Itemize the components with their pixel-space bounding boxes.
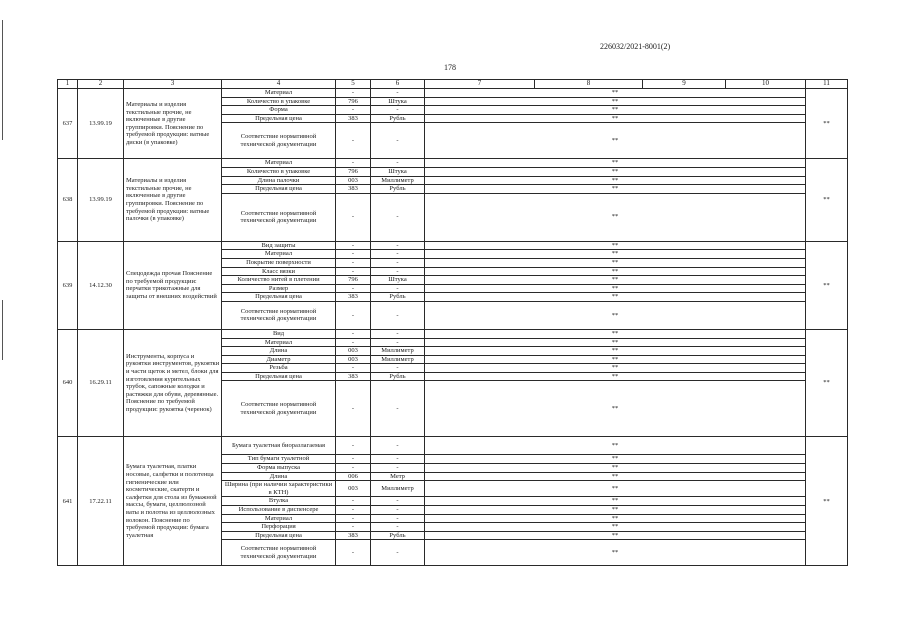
characteristic-value: ** (425, 338, 806, 347)
column-number-header: 10 (726, 80, 806, 89)
characteristic-name: Соответствие нормативной технической документации (222, 381, 336, 437)
characteristic-name: Форма (222, 106, 336, 115)
okei-code: - (336, 106, 371, 115)
characteristic-value: ** (425, 497, 806, 506)
item-number: 639 (58, 241, 78, 329)
characteristic-value: ** (425, 514, 806, 523)
okei-code: 003 (336, 481, 371, 497)
okei-code: - (336, 123, 371, 159)
unit-name: - (371, 455, 425, 464)
unit-name: - (371, 437, 425, 455)
unit-name: - (371, 381, 425, 437)
column-number-header: 5 (336, 80, 371, 89)
unit-name: Миллиметр (371, 347, 425, 356)
characteristic-value: ** (425, 276, 806, 285)
table-row (58, 159, 848, 168)
characteristic-name: Соответствие нормативной технической документации (222, 123, 336, 159)
characteristic-name: Материал (222, 338, 336, 347)
okei-code: - (336, 455, 371, 464)
item-number: 641 (58, 437, 78, 566)
table-row (58, 437, 848, 455)
item-number: 640 (58, 329, 78, 437)
characteristic-value: ** (425, 176, 806, 185)
unit-name: Метр (371, 472, 425, 481)
okei-code: - (336, 381, 371, 437)
characteristic-value: ** (425, 114, 806, 123)
column-number-header: 4 (222, 80, 336, 89)
characteristic-value: ** (425, 123, 806, 159)
characteristic-name: Класс вязки (222, 267, 336, 276)
document-number: 226032/2021-8001(2) (600, 42, 671, 51)
unit-name: - (371, 241, 425, 250)
unit-name: - (371, 250, 425, 259)
okei-code: - (336, 514, 371, 523)
okpd2-code: 17.22.11 (78, 437, 124, 566)
unit-name: - (371, 123, 425, 159)
unit-name: Штука (371, 276, 425, 285)
column-11-value: ** (806, 241, 848, 329)
item-number: 638 (58, 159, 78, 241)
characteristic-value: ** (425, 301, 806, 329)
characteristic-value: ** (425, 97, 806, 106)
okei-code: 383 (336, 531, 371, 540)
unit-name: - (371, 338, 425, 347)
column-number-header: 11 (806, 80, 848, 89)
unit-name: Штука (371, 167, 425, 176)
column-number-header: 6 (371, 80, 425, 89)
characteristic-value: ** (425, 540, 806, 566)
characteristic-value: ** (425, 347, 806, 356)
characteristic-name: Количество в упаковке (222, 97, 336, 106)
okei-code: - (336, 284, 371, 293)
okei-code: - (336, 301, 371, 329)
characteristic-name: Вид защиты (222, 241, 336, 250)
okei-code: - (336, 540, 371, 566)
characteristic-value: ** (425, 523, 806, 532)
column-number-header: 1 (58, 80, 78, 89)
unit-name: Миллиметр (371, 481, 425, 497)
okei-code: 003 (336, 355, 371, 364)
unit-name: Рубль (371, 293, 425, 302)
unit-name: - (371, 106, 425, 115)
characteristic-name: Предельная цена (222, 185, 336, 194)
table-row (58, 89, 848, 98)
unit-name: Рубль (371, 185, 425, 194)
characteristic-name: Резьба (222, 364, 336, 373)
characteristic-name: Ширина (при наличии характеристики в КТН) (222, 481, 336, 497)
unit-name: - (371, 329, 425, 338)
page-number: 178 (444, 63, 456, 72)
unit-name: Рубль (371, 114, 425, 123)
unit-name: - (371, 267, 425, 276)
characteristic-name: Материал (222, 250, 336, 259)
characteristic-value: ** (425, 364, 806, 373)
characteristic-value: ** (425, 167, 806, 176)
okei-code: - (336, 338, 371, 347)
characteristic-name: Диаметр (222, 355, 336, 364)
characteristic-value: ** (425, 159, 806, 168)
unit-name: - (371, 497, 425, 506)
characteristic-value: ** (425, 464, 806, 473)
unit-name: - (371, 284, 425, 293)
unit-name: Рубль (371, 531, 425, 540)
unit-name: - (371, 523, 425, 532)
characteristic-value: ** (425, 506, 806, 515)
characteristic-value: ** (425, 455, 806, 464)
okei-code: 383 (336, 185, 371, 194)
okei-code: - (336, 506, 371, 515)
column-number-header: 7 (425, 80, 535, 89)
unit-name: - (371, 301, 425, 329)
characteristic-value: ** (425, 381, 806, 437)
unit-name: - (371, 514, 425, 523)
product-name: Инструменты, корпуса и рукоятки инструментов, рукоятки и части щеток и метел, блоки для изготовления курительных трубок, сапожные колодки и растяжки для обуви, деревянные. Пояснение по требуемой продукции: рукоятка (черенок) (124, 329, 222, 437)
okei-code: 003 (336, 347, 371, 356)
characteristic-value: ** (425, 106, 806, 115)
characteristic-value: ** (425, 185, 806, 194)
characteristic-name: Тип бумаги туалетной (222, 455, 336, 464)
okei-code: - (336, 464, 371, 473)
okei-code: 383 (336, 372, 371, 381)
okei-code: 796 (336, 97, 371, 106)
characteristic-name: Предельная цена (222, 531, 336, 540)
okpd2-code: 16.29.11 (78, 329, 124, 437)
characteristic-name: Длина палочки (222, 176, 336, 185)
characteristic-name: Материал (222, 89, 336, 98)
product-name: Материалы и изделия текстильные прочие, не включенные в другие группировки. Пояснение по требуемой продукции: ватные диски (в упаковке) (124, 89, 222, 159)
column-11-value: ** (806, 437, 848, 566)
okei-code: - (336, 267, 371, 276)
characteristic-value: ** (425, 531, 806, 540)
column-number-header: 3 (124, 80, 222, 89)
characteristic-value: ** (425, 267, 806, 276)
unit-name: - (371, 89, 425, 98)
okei-code: 003 (336, 176, 371, 185)
product-name: Материалы и изделия текстильные прочие, не включенные в другие группировки. Пояснение по требуемой продукции: ватные палочки (в упаковке) (124, 159, 222, 241)
unit-name: - (371, 540, 425, 566)
okei-code: - (336, 497, 371, 506)
column-number-header: 2 (78, 80, 124, 89)
characteristic-name: Втулка (222, 497, 336, 506)
column-number-row (58, 80, 848, 89)
characteristic-name: Размер (222, 284, 336, 293)
unit-name: - (371, 506, 425, 515)
characteristic-value: ** (425, 355, 806, 364)
characteristic-value: ** (425, 437, 806, 455)
characteristic-value: ** (425, 472, 806, 481)
okei-code: - (336, 258, 371, 267)
scan-edge-mark (2, 20, 3, 140)
okei-code: 796 (336, 167, 371, 176)
characteristic-value: ** (425, 481, 806, 497)
characteristic-value: ** (425, 329, 806, 338)
column-number-header: 9 (643, 80, 726, 89)
product-name: Бумага туалетная, платки носовые, салфетки и полотенца гигиенические или косметические, скатерти и салфетки для стола из бумажной массы, бумаги, целлюлозной ваты и полотна из целлюлозных волокон. Пояснение по требуемой продукции: бумага туалетная (124, 437, 222, 566)
unit-name: Миллиметр (371, 355, 425, 364)
okei-code: - (336, 159, 371, 168)
product-name: Спецодежда прочая Пояснение по требуемой продукции: перчатки трикотажные для защиты от внешних воздействий (124, 241, 222, 329)
okei-code: - (336, 329, 371, 338)
characteristic-name: Количество нитей в плетении (222, 276, 336, 285)
characteristic-value: ** (425, 89, 806, 98)
unit-name: - (371, 464, 425, 473)
characteristic-name: Количество в упаковке (222, 167, 336, 176)
registry-table (57, 79, 848, 566)
okei-code: 796 (336, 276, 371, 285)
unit-name: - (371, 193, 425, 241)
characteristic-name: Бумага туалетная биоразлагаемая (222, 437, 336, 455)
characteristic-name: Длина (222, 472, 336, 481)
unit-name: Рубль (371, 372, 425, 381)
table-row (58, 241, 848, 250)
okei-code: 383 (336, 114, 371, 123)
unit-name: - (371, 159, 425, 168)
characteristic-name: Соответствие нормативной технической документации (222, 193, 336, 241)
okei-code: - (336, 523, 371, 532)
column-number-header: 8 (535, 80, 643, 89)
characteristic-value: ** (425, 193, 806, 241)
unit-name: Миллиметр (371, 176, 425, 185)
characteristic-name: Предельная цена (222, 114, 336, 123)
okei-code: - (336, 437, 371, 455)
characteristic-name: Длина (222, 347, 336, 356)
item-number: 637 (58, 89, 78, 159)
column-11-value: ** (806, 89, 848, 159)
okei-code: - (336, 193, 371, 241)
okei-code: - (336, 364, 371, 373)
characteristic-name: Форма выпуска (222, 464, 336, 473)
okei-code: 006 (336, 472, 371, 481)
characteristic-name: Предельная цена (222, 372, 336, 381)
scan-edge-mark (2, 300, 3, 360)
characteristic-value: ** (425, 258, 806, 267)
column-11-value: ** (806, 159, 848, 241)
characteristic-name: Материал (222, 159, 336, 168)
okpd2-code: 14.12.30 (78, 241, 124, 329)
characteristic-value: ** (425, 293, 806, 302)
okpd2-code: 13.99.19 (78, 89, 124, 159)
okpd2-code: 13.99.19 (78, 159, 124, 241)
characteristic-value: ** (425, 372, 806, 381)
characteristic-value: ** (425, 250, 806, 259)
table-row (58, 329, 848, 338)
unit-name: - (371, 364, 425, 373)
characteristic-name: Предельная цена (222, 293, 336, 302)
okei-code: 383 (336, 293, 371, 302)
column-11-value: ** (806, 329, 848, 437)
characteristic-name: Перфорация (222, 523, 336, 532)
characteristic-name: Вид (222, 329, 336, 338)
characteristic-name: Соответствие нормативной технической документации (222, 540, 336, 566)
okei-code: - (336, 250, 371, 259)
characteristic-name: Соответствие нормативной технической документации (222, 301, 336, 329)
characteristic-name: Материал (222, 514, 336, 523)
okei-code: - (336, 89, 371, 98)
unit-name: Штука (371, 97, 425, 106)
characteristic-value: ** (425, 284, 806, 293)
characteristic-value: ** (425, 241, 806, 250)
characteristic-name: Использование в диспенсере (222, 506, 336, 515)
unit-name: - (371, 258, 425, 267)
characteristic-name: Покрытие поверхности (222, 258, 336, 267)
okei-code: - (336, 241, 371, 250)
